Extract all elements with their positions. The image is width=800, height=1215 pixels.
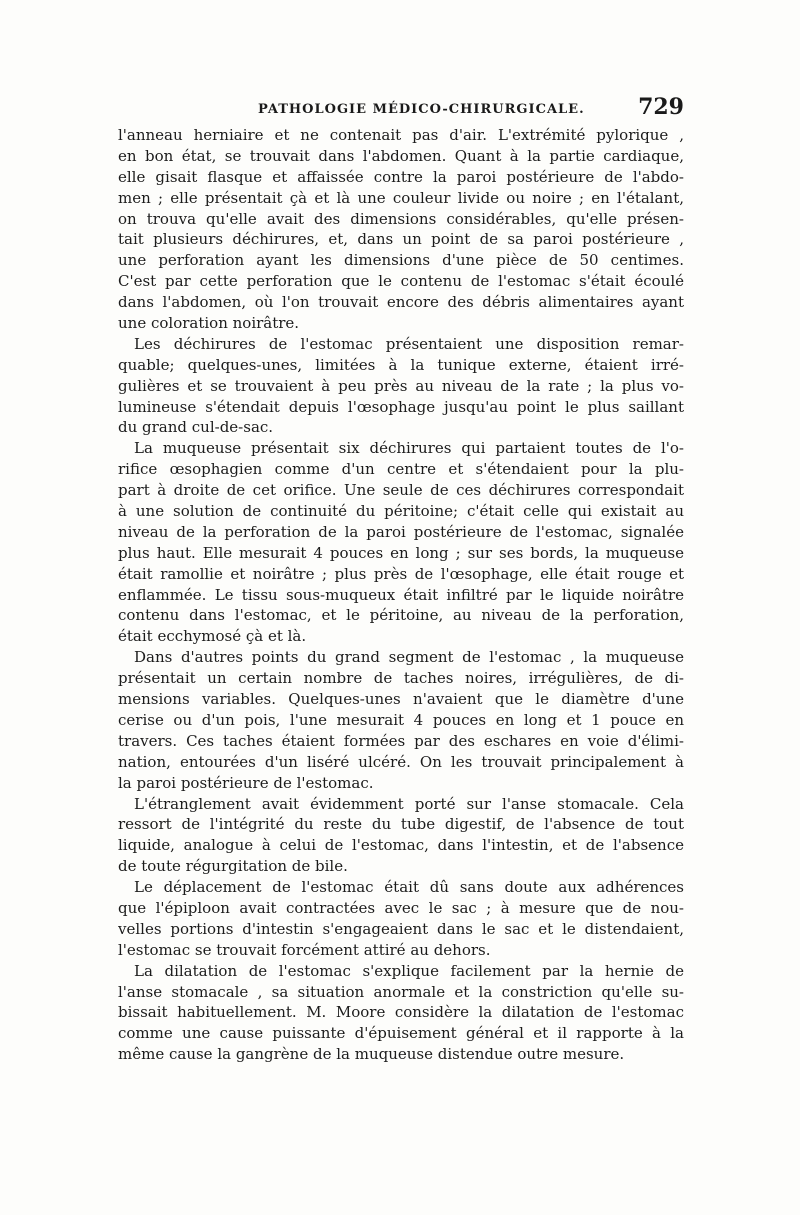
text-line: liquide, analogue à celui de l'estomac, dans l'intestin, et de l'absence xyxy=(118,836,684,855)
body-text xyxy=(118,125,684,1065)
text-line: La muqueuse présentait six déchirures qui partaient toutes de l'o- xyxy=(134,439,684,458)
text-line: contenu dans l'estomac, et le péritoine, au niveau de la perforation, xyxy=(118,606,684,625)
text-line: bissait habituellement. M. Moore considère la dilatation de l'estomac xyxy=(118,1003,684,1022)
text-line: ressort de l'intégrité du reste du tube digestif, de l'absence de tout xyxy=(118,815,684,834)
text-line: La dilatation de l'estomac s'explique facilement par la hernie de xyxy=(134,961,684,980)
text-line: Les déchirures de l'estomac présentaient une disposition remar- xyxy=(134,334,684,353)
text-line: de toute régurgitation de bile. xyxy=(118,857,348,876)
text-line: même cause la gangrène de la muqueuse distendue outre mesure. xyxy=(118,1045,625,1064)
text-line: la paroi postérieure de l'estomac. xyxy=(118,773,374,792)
text-line: elle gisait flasque et affaissée contre la paroi postérieure de l'abdo- xyxy=(118,167,684,186)
text-line: que l'épiploon avait contractées avec le sac ; à mesure que de nou- xyxy=(118,898,684,917)
text-line: en bon état, se trouvait dans l'abdomen. Quant à la partie cardiaque, xyxy=(118,146,684,165)
text-line: tait plusieurs déchirures, et, dans un point de sa paroi postérieure , xyxy=(118,230,684,249)
text-line: dans l'abdomen, où l'on trouvait encore des débris alimentaires ayant xyxy=(118,293,684,312)
text-line: gulières et se trouvaient à peu près au niveau de la rate ; la plus vo- xyxy=(118,376,684,395)
text-line: mensions variables. Quelques-unes n'avaient que le diamètre d'une xyxy=(118,690,684,709)
text-line: velles portions d'intestin s'engageaient dans le sac et le distendaient, xyxy=(118,919,684,938)
page-number: 729 xyxy=(638,94,684,120)
text-line: une coloration noirâtre. xyxy=(118,314,300,333)
text-line: l'anse stomacale , sa situation anormale et la constriction qu'elle su- xyxy=(118,982,684,1001)
text-line: rifice œsophagien comme d'un centre et s'étendaient pour la plu- xyxy=(118,460,684,479)
text-line: Dans d'autres points du grand segment de l'estomac , la muqueuse xyxy=(134,648,684,667)
text-line: du grand cul-de-sac. xyxy=(118,418,274,437)
page-header xyxy=(118,94,684,124)
text-line: part à droite de cet orifice. Une seule de ces déchirures correspondait xyxy=(118,481,684,500)
text-line: Le déplacement de l'estomac était dû sans doute aux adhérences xyxy=(134,878,684,897)
text-line: une perforation ayant les dimensions d'une pièce de 50 centimes. xyxy=(118,251,684,270)
text-line: l'anneau herniaire et ne contenait pas d'air. L'extrémité pylorique , xyxy=(118,126,684,144)
text-line: plus haut. Elle mesurait 4 pouces en long ; sur ses bords, la muqueuse xyxy=(118,543,684,562)
text-line: men ; elle présentait çà et là une couleur livide ou noire ; en l'étalant, xyxy=(118,188,684,207)
text-line: nation, entourées d'un liséré ulcéré. On les trouvait principalement à xyxy=(118,752,684,771)
text-line: l'estomac se trouvait forcément attiré au dehors. xyxy=(118,940,491,959)
text-line: lumineuse s'étendait depuis l'œsophage jusqu'au point le plus saillant xyxy=(118,397,684,416)
text-line: à une solution de continuité du péritoine; c'était celle qui existait au xyxy=(118,502,684,521)
text-line: était ramollie et noirâtre ; plus près de l'œsophage, elle était rouge et xyxy=(118,564,684,583)
text-line: cerise ou d'un pois, l'une mesurait 4 pouces en long et 1 pouce en xyxy=(118,710,684,729)
text-line: était ecchymosé çà et là. xyxy=(118,627,307,646)
text-line: travers. Ces taches étaient formées par des eschares en voie d'élimi- xyxy=(118,731,684,750)
text-line: niveau de la perforation de la paroi postérieure de l'estomac, signalée xyxy=(118,522,684,541)
running-title: PATHOLOGIE MÉDICO-CHIRURGICALE. xyxy=(258,102,585,117)
text-line: enflammée. Le tissu sous-muqueux était infiltré par le liquide noirâtre xyxy=(118,585,684,604)
text-line: on trouva qu'elle avait des dimensions considérables, qu'elle présen- xyxy=(118,209,684,228)
text-line: quable; quelques-unes, limitées à la tunique externe, étaient irré- xyxy=(118,355,684,374)
text-line: L'étranglement avait évidemment porté sur l'anse stomacale. Cela xyxy=(134,794,684,813)
text-line: C'est par cette perforation que le contenu de l'estomac s'était écoulé xyxy=(118,272,684,291)
text-line: présentait un certain nombre de taches noires, irrégulières, de di- xyxy=(118,669,684,688)
text-line: comme une cause puissante d'épuisement général et il rapporte à la xyxy=(118,1024,684,1043)
